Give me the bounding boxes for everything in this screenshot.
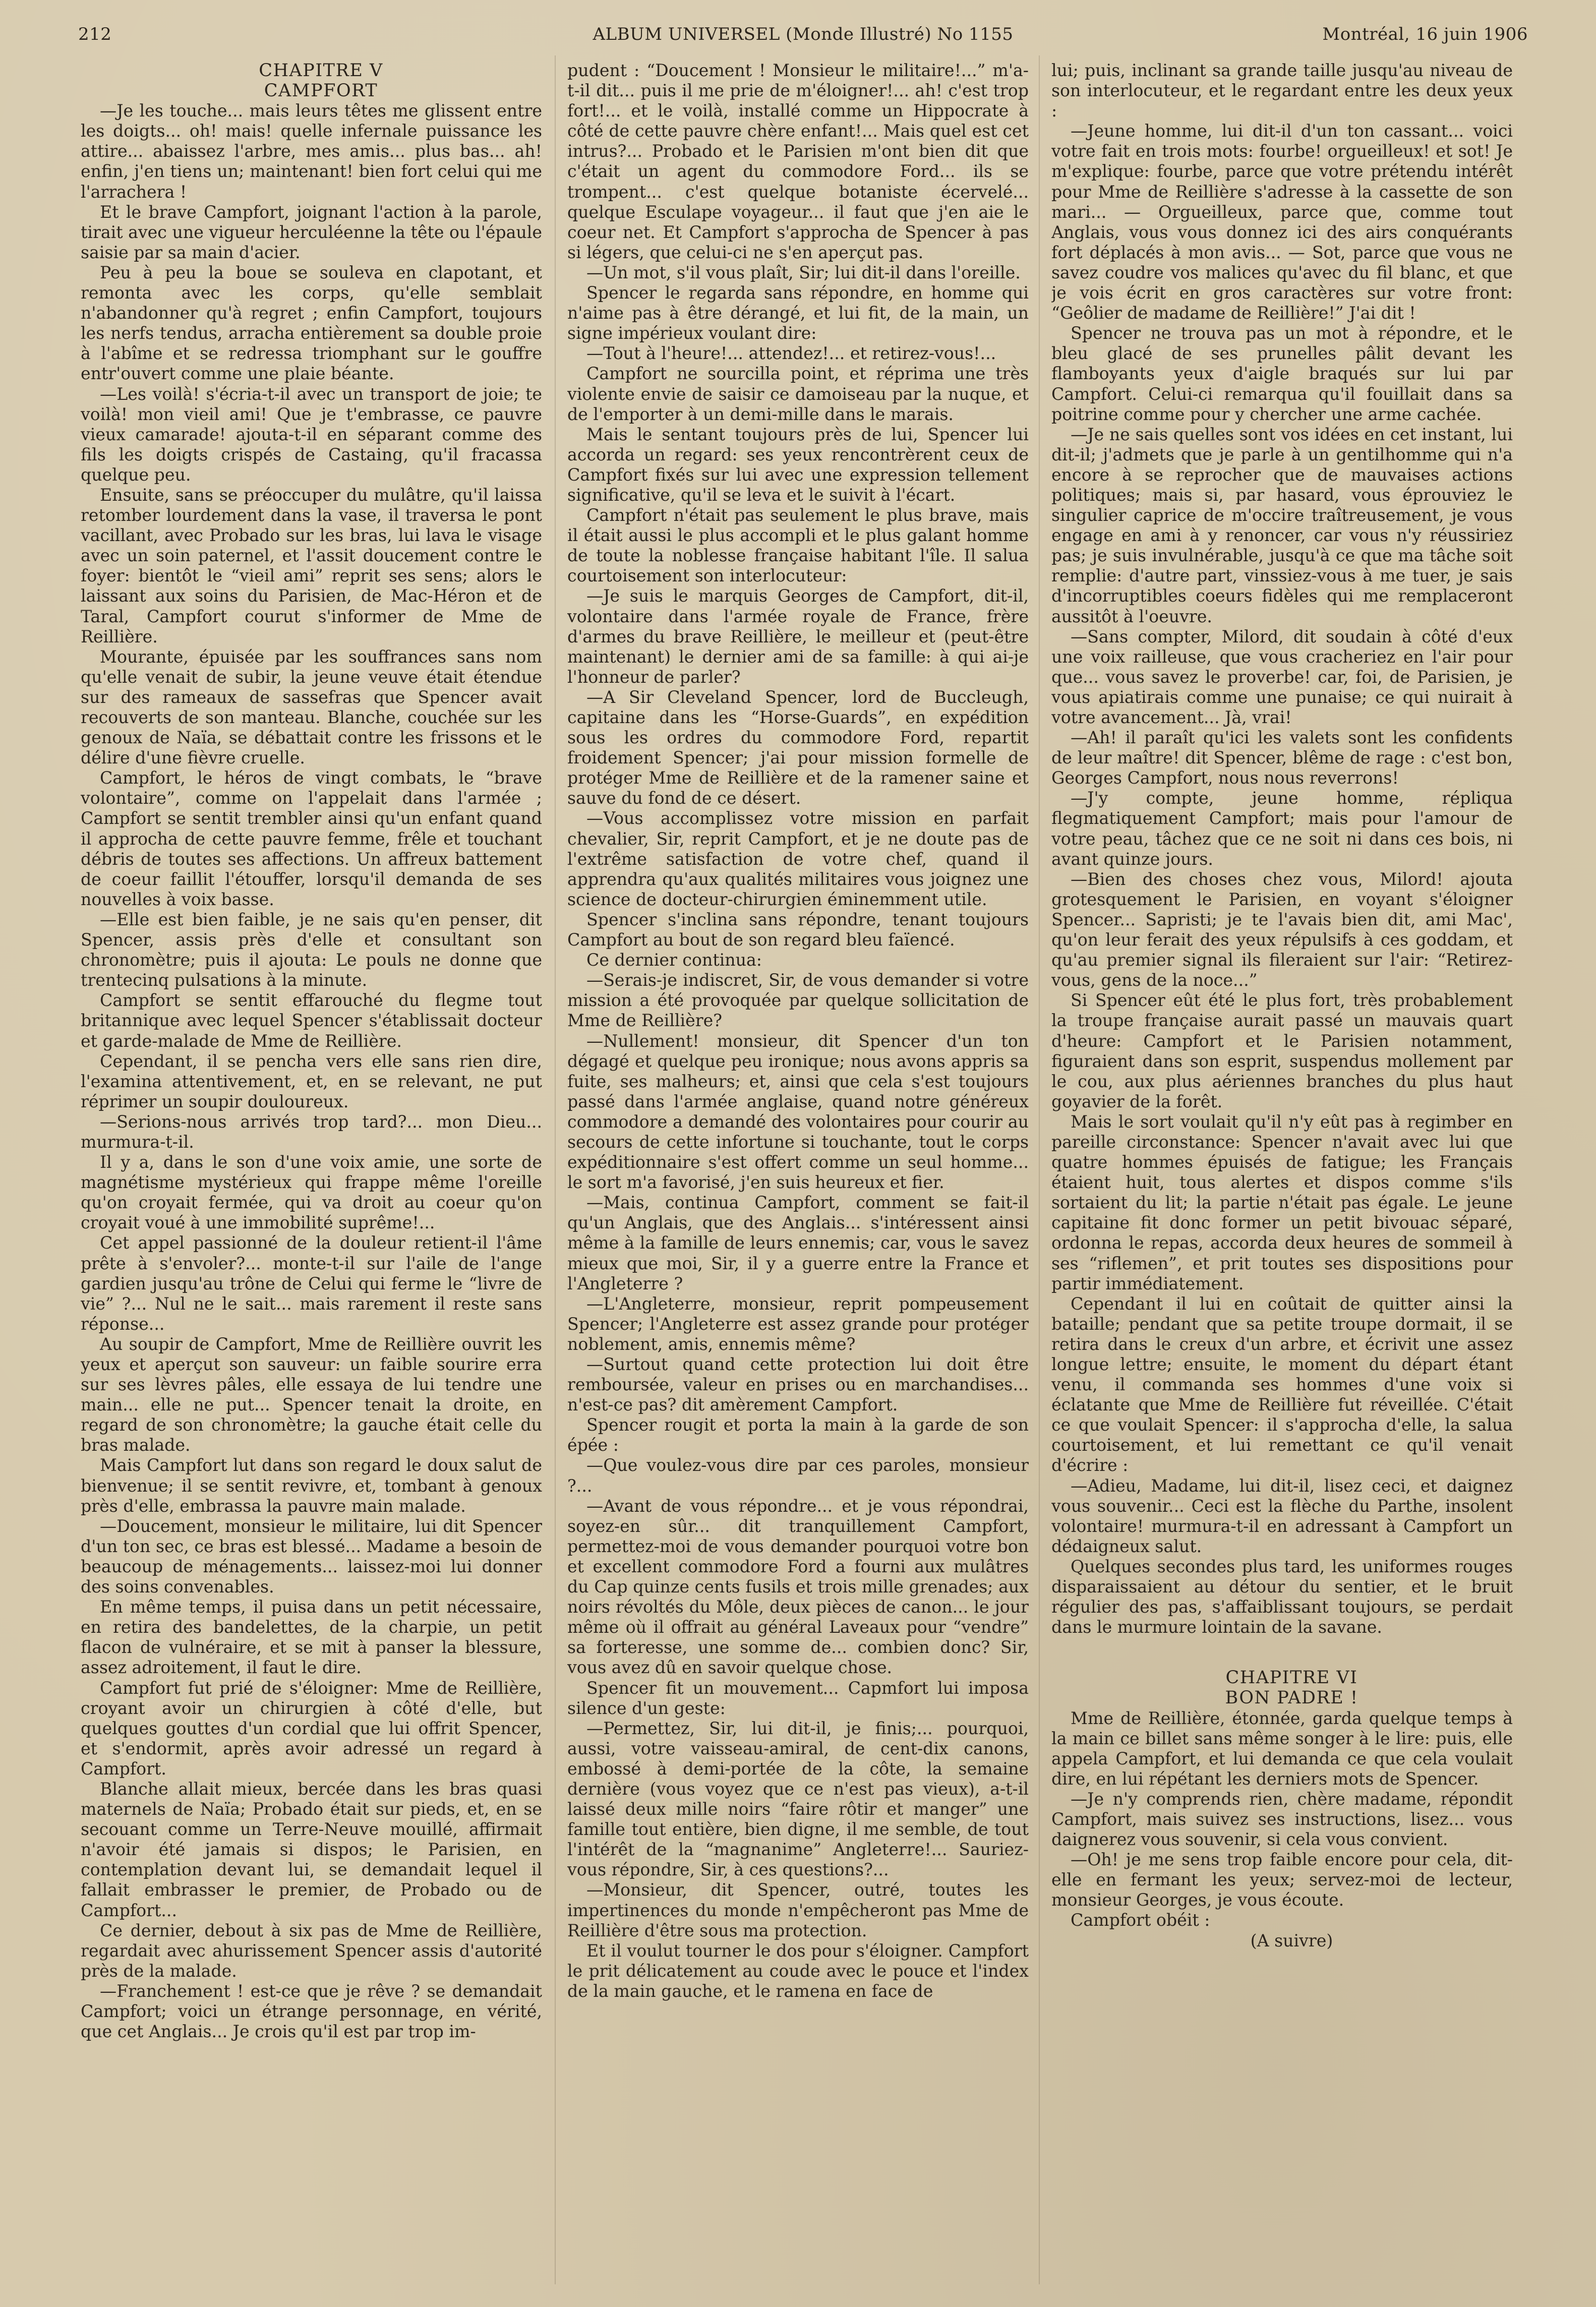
paragraph: Et il voulut tourner le dos pour s'éloigner. Campfort le prit délicatement au coude avec le pouce et l'index de la main gauche, et le ramena en face de <box>567 1940 1029 2001</box>
paragraph: Quelques secondes plus tard, les uniformes rouges disparaissaient au détour du sentier, et le bruit régulier des pas, s'affaiblissant toujours, se perdait dans le murmure lointain de la savane. <box>1051 1556 1513 1637</box>
paragraph: Peu à peu la boue se souleva en clapotant, et remonta avec les corps, qu'elle semblait n'abandonner qu'à regret ; enfin Campfort, toujours les nerfs tendus, arracha entièrement sa double proie à l'abîme et se redressa triomphant sur le gouffre entr'ouvert comme une plaie béante. <box>81 262 542 384</box>
paragraph: Mme de Reillière, étonnée, garda quelque temps à la main ce billet sans même songer à le lire: puis, elle appela Campfort, et lui demanda ce que cela voulait dire, en lui répétant les derniers mots de Spencer. <box>1051 1708 1513 1789</box>
paragraph: —J'y compte, jeune homme, répliqua flegmatiquement Campfort; mais pour l'amour de votre peau, tâchez que ce ne soit ni dans ces bois, ni avant quinze jours. <box>1051 788 1513 869</box>
paragraph: —Permettez, Sir, lui dit-il, je finis;... pourquoi, aussi, votre vaisseau-amiral, de cent-dix canons, embossé à demi-portée de la côte, la semaine dernière (vous voyez que ce n'est pas vieux), a-t-il laissé deux mille noirs “faire rôtir et manger” une famille tout entière, bien digne, il me semble, de tout l'intérêt de la “magnanime” Angleterre!... Sauriez-vous répondre, Sir, à ces questions?... <box>567 1718 1029 1880</box>
paragraph: Mais le sort voulait qu'il n'y eût pas à regimber en pareille circonstance: Spencer n'avait avec lui que quatre hommes épuisés de fatigue; les Français étaient huit, tous alertes et dispos comme s'ils sortaient du lit; la partie n'était pas égale. Le jeune capitaine fit donc former un petit bivouac séparé, ordonna le repas, accorda deux heures de sommeil à ses “riflemen”, et prit toutes ses dispositions pour partir immédiatement. <box>1051 1111 1513 1293</box>
paragraph: Il y a, dans le son d'une voix amie, une sorte de magnétisme mystérieux qui frappe même l'oreille qu'on croyait fermée, qui va droit au coeur qu'on croyait voué à une immobilité suprême!... <box>81 1152 542 1233</box>
paragraph: lui; puis, inclinant sa grande taille jusqu'au niveau de son interlocuteur, et le regardant entre les deux yeux : <box>1051 61 1513 121</box>
paragraph: Mais le sentant toujours près de lui, Spencer lui accorda un regard: ses yeux rencontrèrent ceux de Campfort fixés sur lui avec une expression tellement significative, qu'il se leva et le suivit à l'écart. <box>567 424 1029 505</box>
to-be-continued: (A suivre) <box>1250 1930 1333 1950</box>
paragraph: Cet appel passionné de la douleur retient-il l'âme prête à s'envoler?... monte-t-il sur l'aile de l'ange gardien jusqu'au trône de Celui qui ferme le “livre de vie” ?... Nul ne le sait... mais rarement il reste sans réponse... <box>81 1233 542 1334</box>
paragraph: —Surtout quand cette protection lui doit être remboursée, valeur en prises ou en marchandises... n'est-ce pas? dit amèrement Campfort. <box>567 1354 1029 1415</box>
chapter-title: BON PADRE ! <box>1225 1688 1358 1708</box>
column-2 <box>567 61 1029 2284</box>
paragraph: Spencer rougit et porta la main à la garde de son épée : <box>567 1415 1029 1455</box>
paragraph: —Franchement ! est-ce que je rêve ? se demandait Campfort; voici un étrange personnage, en vérité, que cet Anglais... Je crois qu'il est par trop im- <box>81 1981 542 2042</box>
paragraph: Spencer s'inclina sans répondre, tenant toujours Campfort au bout de son regard bleu faïencé. <box>567 909 1029 950</box>
paragraph: —A Sir Cleveland Spencer, lord de Buccleugh, capitaine dans les “Horse-Guards”, en expédition sous les ordres du commodore Ford, repartit froidement Spencer; j'ai pour mission formelle de protéger Mme de Reillière et de la ramener saine et sauve du fond de ce désert. <box>567 687 1029 808</box>
paragraph: Au soupir de Campfort, Mme de Reillière ouvrit les yeux et aperçut son sauveur: un faible sourire erra sur ses lèvres pâles, elle essaya de lui tendre une main... elle ne put... Spencer tenait la droite, en regard de son chronomètre; la gauche était celle du bras malade. <box>81 1334 542 1455</box>
paragraph: Campfort ne sourcilla point, et réprima une très violente envie de saisir ce damoiseau par la nuque, et de l'emporter à un demi-mille dans le marais. <box>567 364 1029 424</box>
page-header <box>78 19 1528 49</box>
paragraph: —Adieu, Madame, lui dit-il, lisez ceci, et daignez vous souvenir... Ceci est la flèche du Parthe, insolent volontaire! murmura-t-il en adressant à Campfort un dédaigneux salut. <box>1051 1475 1513 1556</box>
publication-title: ALBUM UNIVERSEL (Monde Illustré) No 1155 <box>593 24 1014 44</box>
paragraph: —Bien des choses chez vous, Milord! ajouta grotesquement le Parisien, en voyant s'éloigner Spencer... Sapristi; je te l'avais bien dit, ami Mac', qu'on leur ferait des yeux répulsifs à ces goddam, et qu'au premier signal ils fileraient sur l'air: “Retirez-vous, gens de la noce...” <box>1051 869 1513 990</box>
column-3 <box>1051 61 1513 2284</box>
paragraph: —Serais-je indiscret, Sir, de vous demander si votre mission a été provoquée par quelque sollicitation de Mme de Reillière? <box>567 970 1029 1031</box>
paragraph: —Les voilà! s'écria-t-il avec un transport de joie; te voilà! mon vieil ami! Que je t'embrasse, ce pauvre vieux camarade! ajouta-t-il en séparant comme des fils les doigts crispés de Castaing, qu'il fracassa quelque peu. <box>81 384 542 485</box>
paragraph: Spencer le regarda sans répondre, en homme qui n'aime pas à être dérangé, et lui fit, de la main, un signe impérieux voulant dire: <box>567 283 1029 343</box>
chapter-title: CAMPFORT <box>264 81 378 101</box>
paragraph: —Avant de vous répondre... et je vous répondrai, soyez-en sûr... dit tranquillement Campfort, permettez-moi de vous demander pourquoi votre bon et excellent commodore Ford a fourni aux mulâtres du Cap quinze cents fusils et trois mille grenades; aux noirs révoltés du Môle, deux pièces de canon... le jour même où il offrait au général Laveaux pour “vendre” sa forteresse, une somme de... combien donc? Sir, vous avez dû en savoir quelque chose. <box>567 1496 1029 1678</box>
paragraph: —Je ne sais quelles sont vos idées en cet instant, lui dit-il; j'admets que je parle à un gentilhomme qui n'a encore à se reprocher que de mauvaises actions politiques; mais si, par hasard, vous éprouviez le singulier caprice de m'occire traîtreusement, je vous engage en ami à y renoncer, car vous n'y réussiriez pas; je suis invulnérable, jusqu'à ce que ma tâche soit remplie: d'autre part, vinssiez-vous à me tuer, je sais d'incorruptibles coeurs fidèles qui me remplaceront aussitôt à l'oeuvre. <box>1051 424 1513 626</box>
paragraph: —Monsieur, dit Spencer, outré, toutes les impertinences du monde n'empêcheront pas Mme de Reillière d'être sous ma protection. <box>567 1880 1029 1940</box>
paragraph: —Oh! je me sens trop faible encore pour cela, dit-elle en fermant les yeux; servez-moi de lecteur, monsieur Georges, je vous écoute. <box>1051 1850 1513 1910</box>
column-3-text-continued <box>1051 1708 1513 1931</box>
paragraph: —Vous accomplissez votre mission en parfait chevalier, Sir, reprit Campfort, et je ne doute pas de l'extrême satisfaction de votre chef, quand il apprendra qu'aux qualités militaires vous joignez une science de docteur-chirurgien éminemment utile. <box>567 808 1029 909</box>
paragraph: pudent : “Doucement ! Monsieur le militaire!...” m'a-t-il dit... puis il me prie de m'éloigner!... ah! c'est trop fort!... et le voilà, installé comme un Hippocrate à côté de cette pauvre chère enfant!... Mais quel est cet intrus?... Probado et le Parisien m'ont bien dit que c'était un agent du commodore Ford... ils se trompent... c'est quelque botaniste écervelé... quelque Esculape voyageur... il faut que j'en aie le coeur net. Et Campfort s'approcha de Spencer à pas si légers, que celui-ci ne s'en aperçut pas. <box>567 61 1029 262</box>
paragraph: Si Spencer eût été le plus fort, très probablement la troupe française aurait passé un mauvais quart d'heure: Campfort et le Parisien notamment, figuraient dans son esprit, suspendus mollement par le cou, aux plus aériennes branches du plus haut goyavier de la forêt. <box>1051 990 1513 1111</box>
paragraph: Mourante, épuisée par les souffrances sans nom qu'elle venait de subir, la jeune veuve était étendue sur des rameaux de sassefras que Spencer avait recouverts de son manteau. Blanche, couchée sur les genoux de Naïa, se débattait contre les frissons et le délire d'une fièvre cruelle. <box>81 646 542 768</box>
paragraph: Blanche allait mieux, bercée dans les bras quasi maternels de Naïa; Probado était sur pieds, et, en se secouant comme un Terre-Neuve mouillé, affirmait n'avoir été jamais si dispos; le Parisien, en contemplation devant lui, se demandait lequel il fallait embrasser le premier, de Probado ou de Campfort... <box>81 1779 542 1920</box>
paragraph: Cependant il lui en coûtait de quitter ainsi la bataille; pendant que sa petite troupe dormait, il se retira dans le creux d'un arbre, et écrivit une assez longue lettre; ensuite, le moment du départ étant venu, il commanda ses hommes d'une voix si éclatante que Mme de Reillière fut réveillée. C'était ce que voulait Spencer: il s'approcha d'elle, la salua courtoisement, et lui remettant ce qu'il venait d'écrire : <box>1051 1293 1513 1475</box>
paragraph: Cependant, il se pencha vers elle sans rien dire, l'examina attentivement, et, en se relevant, ne put réprimer un soupir douloureux. <box>81 1051 542 1111</box>
chapter-heading: CHAPITRE VI <box>1225 1668 1358 1688</box>
paragraph: Campfort fut prié de s'éloigner: Mme de Reillière, croyant avoir un chirurgien à côté d'elle, but quelques gouttes d'un cordial que lui offrit Spencer, et s'endormit, après avoir adressé un regard à Campfort. <box>81 1678 542 1779</box>
paragraph: Ensuite, sans se préoccuper du mulâtre, qu'il laissa retomber lourdement dans la vase, il traversa le pont vacillant, avec Probado sur les bras, lui lava le visage avec un soin paternel, et l'assit doucement contre le foyer: bientôt le “vieil ami” reprit ses sens; alors le laissant aux soins du Parisien, de Mac-Héron et de Taral, Campfort courut s'informer de Mme de Reillière. <box>81 485 542 646</box>
paragraph: Spencer ne trouva pas un mot à répondre, et le bleu glacé de ses prunelles pâlit devant les flamboyants yeux d'aigle braqués sur lui par Campfort. Celui-ci remarqua qu'il fouillait dans sa poitrine comme pour y chercher une arme cachée. <box>1051 323 1513 424</box>
paragraph: —Je suis le marquis Georges de Campfort, dit-il, volontaire dans l'armée royale de France, frère d'armes du brave Reillière, le meilleur et (peut-être maintenant) le dernier ami de sa famille: à qui ai-je l'honneur de parler? <box>567 586 1029 687</box>
column-divider <box>1039 55 1040 2284</box>
paragraph: —Serions-nous arrivés trop tard?... mon Dieu... murmura-t-il. <box>81 1111 542 1152</box>
column-2-text <box>567 61 1029 2001</box>
paragraph: Campfort se sentit effarouché du flegme tout britannique avec lequel Spencer s'établissait docteur et garde-malade de Mme de Reillière. <box>81 990 542 1051</box>
paragraph: Campfort n'était pas seulement le plus brave, mais il était aussi le plus accompli et le plus galant homme de toute la noblesse française habitant l'île. Il salua courtoisement son interlocuteur: <box>567 505 1029 586</box>
paragraph: —L'Angleterre, monsieur, reprit pompeusement Spencer; l'Angleterre est assez grande pour protéger noblement, amis, ennemis même? <box>567 1293 1029 1354</box>
paragraph: —Doucement, monsieur le militaire, lui dit Spencer d'un ton sec, ce bras est blessé... Madame a besoin de beaucoup de ménagements... laissez-moi lui donner des soins convenables. <box>81 1516 542 1597</box>
paragraph: Spencer fit un mouvement... Capmfort lui imposa silence d'un geste: <box>567 1678 1029 1718</box>
paragraph: —Un mot, s'il vous plaît, Sir; lui dit-il dans l'oreille. <box>586 262 1021 282</box>
paragraph: Et le brave Campfort, joignant l'action à la parole, tirait avec une vigueur herculéenne la tête ou l'épaule saisie par sa main d'acier. <box>81 202 542 262</box>
paragraph: Campfort obéit : <box>1071 1910 1210 1930</box>
paragraph: —Sans compter, Milord, dit soudain à côté d'eux une voix railleuse, que vous cracheriez en l'air pour que... vous savez le proverbe! car, foi, de Parisien, je vous apiatirais comme une punaise; ce qui nuirait à votre avancement... Jà, vrai! <box>1051 626 1513 727</box>
paragraph: Campfort, le héros de vingt combats, le “brave volontaire”, comme on l'appelait dans l'armée ; Campfort se sentit trembler ainsi qu'un enfant quand il approcha de cette pauvre femme, frêle et touchant débris de toutes ses affections. Un affreux battement de coeur faillit l'étouffer, lorsqu'il demanda de ses nouvelles à voix basse. <box>81 768 542 909</box>
issue-date: Montréal, 16 juin 1906 <box>1322 24 1528 44</box>
paragraph: —Mais, continua Campfort, comment se fait-il qu'un Anglais, que des Anglais... s'intéressent ainsi même à la famille de leurs ennemis; car, vous le savez mieux que moi, Sir, il y a guerre entre la France et l'Angleterre ? <box>567 1193 1029 1293</box>
paragraph: —Ah! il paraît qu'ici les valets sont les confidents de leur maître! dit Spencer, blême de rage : c'est bon, Georges Campfort, nous nous reverrons! <box>1051 728 1513 788</box>
paragraph: —Tout à l'heure!... attendez!... et retirez-vous!... <box>586 343 996 364</box>
paragraph: —Nullement! monsieur, dit Spencer d'un ton dégagé et quelque peu ironique; nous avons appris sa fuite, ses malheurs; et, ainsi que cela s'est toujours passé dans l'armée anglaise, quand notre généreux commodore a demandé des volontaires pour courir au secours de cette infortune si touchante, tout le corps expéditionnaire s'est offert comme un seul homme... le sort m'a favorisé, j'en suis heureux et fier. <box>567 1031 1029 1193</box>
paragraph: Mais Campfort lut dans son regard le doux salut de bienvenue; il se sentit revivre, et, tombant à genoux près d'elle, embrassa la pauvre main malade. <box>81 1455 542 1516</box>
paragraph: —Que voulez-vous dire par ces paroles, monsieur ?... <box>567 1455 1029 1496</box>
chapter-heading: CHAPITRE V <box>259 61 383 81</box>
column-divider <box>555 55 556 2284</box>
paragraph: —Je n'y comprends rien, chère madame, répondit Campfort, mais suivez ses instructions, lisez... vous daignerez vous souvenir, si cela vous convient. <box>1051 1789 1513 1850</box>
paragraph: Ce dernier, debout à six pas de Mme de Reillière, regardait avec ahurissement Spencer assis d'autorité près de la malade. <box>81 1920 542 1981</box>
paragraph: —Je les touche... mais leurs têtes me glissent entre les doigts... oh! mais! quelle infernale puissance les attire... abaissez l'arbre, mes amis... plus bas... ah! enfin, j'en tiens un; maintenant! bien fort celui qui me l'arrachera ! <box>81 101 542 202</box>
column-1-text <box>81 101 542 2042</box>
page-number: 212 <box>78 24 112 44</box>
paragraph: En même temps, il puisa dans un petit nécessaire, en retira des bandelettes, de la charpie, un petit flacon de vulnéraire, et se mit à panser la blessure, assez adroitement, il faut le dire. <box>81 1597 542 1678</box>
paragraph: Ce dernier continua: <box>586 950 762 970</box>
column-3-text <box>1051 61 1513 1637</box>
paragraph: —Jeune homme, lui dit-il d'un ton cassant... voici votre fait en trois mots: fourbe! orgueilleux! et sot! Je m'explique: fourbe, parce que votre prétendu intérêt pour Mme de Reillière s'adresse à la cassette de son mari... — Orgueilleux, parce que, comme tout Anglais, vous vous donnez ici des airs conquérants fort déplacés à mon avis... — Sot, parce que vous ne savez coudre vos malices qu'avec du fil blanc, et que je vois écrit en gros caractères sur votre front: “Geôlier de madame de Reillière!” J'ai dit ! <box>1051 121 1513 323</box>
paragraph: —Elle est bien faible, je ne sais qu'en penser, dit Spencer, assis près d'elle et consultant son chronomètre; puis il ajouta: Le pouls ne donne que trentecinq pulsations à la minute. <box>81 909 542 990</box>
column-1 <box>81 61 542 2284</box>
